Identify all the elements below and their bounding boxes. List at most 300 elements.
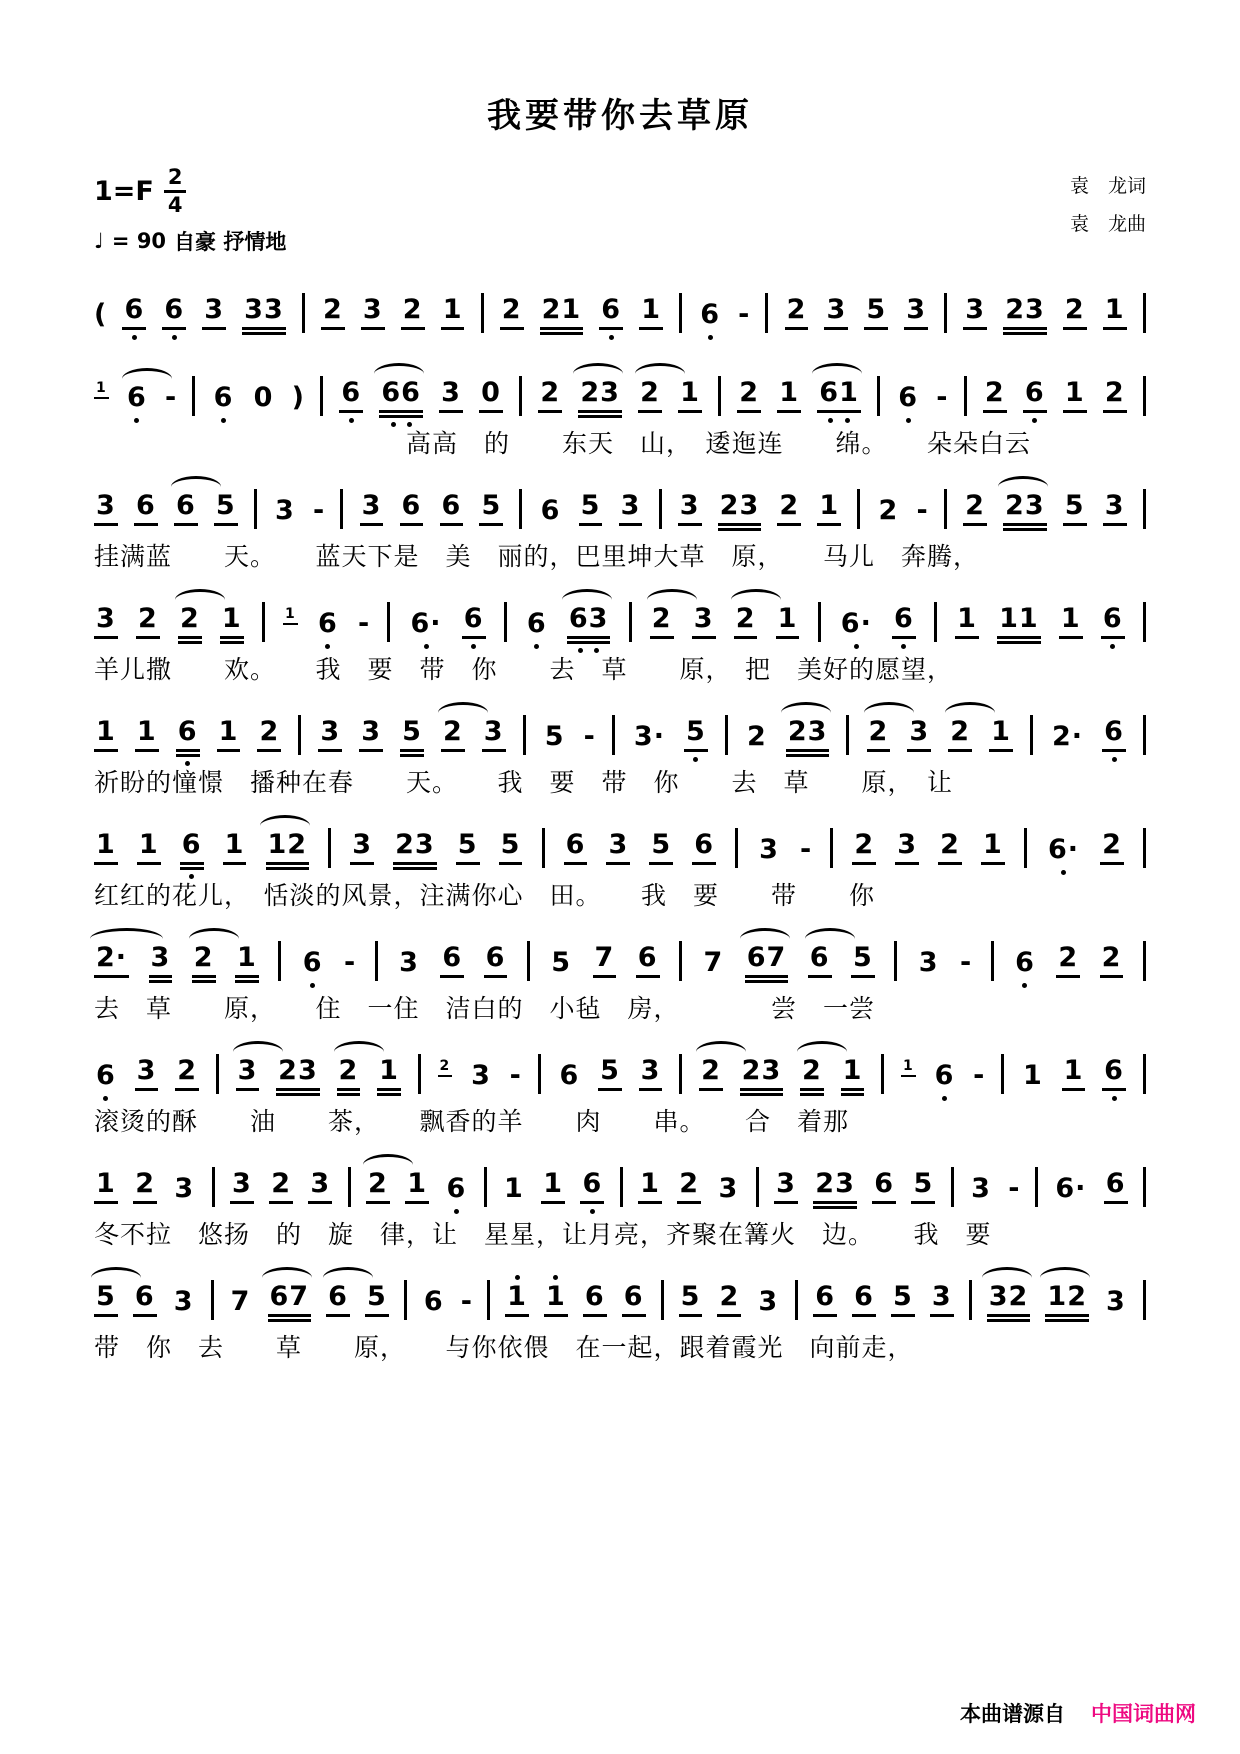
barline — [1143, 1280, 1146, 1320]
note: 1 — [1062, 1056, 1086, 1091]
slur-arc — [781, 702, 831, 713]
note: 6 — [462, 604, 486, 639]
barline — [951, 1167, 954, 1207]
low-octave-dot — [122, 335, 146, 340]
note: 23 — [578, 378, 622, 413]
barline — [881, 1054, 884, 1094]
note: 6 — [125, 383, 149, 413]
note: 1 — [235, 943, 259, 978]
lyrics-line-7: 去 草 原， 住 一住 洁白的 小毡 房， 尝 一尝 — [94, 994, 876, 1023]
note: 6 — [133, 1282, 157, 1317]
note: 6 — [440, 943, 464, 978]
barline — [877, 376, 880, 416]
low-octave-dot — [892, 644, 916, 649]
note: 6 — [174, 491, 198, 526]
note: 5 — [551, 947, 572, 979]
low-octave-dot — [896, 418, 920, 423]
note: 2 — [938, 830, 962, 865]
note: 3 — [639, 1056, 663, 1091]
low-octave-dot — [462, 644, 486, 649]
barline — [765, 293, 768, 333]
note: 3 — [399, 947, 419, 979]
note: 6 — [852, 1282, 876, 1317]
slur-arc — [982, 1267, 1032, 1278]
barline — [964, 376, 967, 416]
low-octave-dot — [94, 1096, 118, 1101]
note: 1 — [505, 1282, 529, 1317]
barline — [298, 715, 301, 755]
tempo-expression: 自豪 抒情地 — [174, 230, 287, 254]
barline — [387, 602, 390, 642]
system-2 — [94, 355, 1146, 459]
note: 6 — [444, 1174, 468, 1204]
note: 61 — [817, 378, 861, 413]
note: 6 — [339, 378, 363, 413]
note: 6 — [540, 495, 561, 527]
lyrics-line-10: 带 你 去 草 原， 与你依偎 在一起，跟着霞光 向前走， — [94, 1333, 914, 1362]
note: 3 — [173, 1286, 194, 1318]
note: 2 — [948, 717, 972, 752]
low-octave-dot — [1046, 870, 1081, 875]
low-octave-dot — [1023, 418, 1047, 423]
note: 3 — [930, 1282, 954, 1317]
note: 1 — [1059, 604, 1083, 639]
barline — [1143, 828, 1146, 868]
note: 2 — [963, 491, 987, 526]
note: 3 — [678, 491, 702, 526]
note: 3 — [202, 295, 226, 330]
extension-dash: - — [936, 382, 948, 414]
note: 5 — [1063, 491, 1087, 526]
note: 6 — [698, 300, 722, 330]
note: 63 — [567, 604, 611, 639]
lyrics-line-9: 冬不拉 悠扬 的 旋 律，让 星星，让月亮，齐聚在篝火 边。 我 要 — [94, 1220, 992, 1249]
slur-arc — [635, 363, 685, 374]
note: 1 — [405, 1169, 429, 1204]
lyrics-line-4: 羊儿撒 欢。 我 要 带 你 去 草 原， 把 美好的愿望， — [94, 655, 954, 684]
note: 3 — [94, 604, 118, 639]
note: 3 — [439, 378, 463, 413]
slur-arc — [323, 1267, 373, 1278]
barline — [629, 602, 632, 642]
note: 5 — [598, 1056, 622, 1091]
note: 1 — [955, 604, 979, 639]
note: 5 — [544, 721, 565, 753]
note: 6· — [1055, 1173, 1087, 1205]
note: 7 — [593, 943, 617, 978]
barline — [262, 602, 265, 642]
extension-dash: - — [959, 947, 972, 979]
notation-line-1 — [94, 272, 1146, 346]
note: 6 — [440, 491, 464, 526]
low-octave-dot — [1102, 1096, 1126, 1101]
note: 5 — [94, 1282, 118, 1317]
note: 1 — [541, 1169, 565, 1204]
barline — [718, 376, 721, 416]
slur-arc — [647, 589, 697, 600]
note: 6 — [180, 830, 204, 865]
slur-arc — [233, 1041, 283, 1052]
low-octave-dot — [1013, 983, 1037, 988]
source-site-link[interactable]: 中国词曲网 — [1091, 1702, 1196, 1726]
system-5 — [94, 694, 1146, 798]
barline — [1143, 489, 1146, 529]
note: 5 — [400, 717, 424, 752]
note: 6 — [583, 1282, 607, 1317]
note: 2 — [1056, 943, 1080, 978]
note: 2 — [852, 830, 876, 865]
grace-note: 1 — [94, 369, 109, 399]
note: 1 — [1063, 378, 1087, 413]
extension-dash: - — [357, 608, 370, 640]
note: 3 — [361, 295, 385, 330]
slur-arc — [122, 368, 172, 379]
slur-arc — [91, 1267, 141, 1278]
low-octave-dot — [1101, 644, 1125, 649]
slur-arc — [90, 928, 164, 939]
barline — [991, 941, 994, 981]
note: 5 — [851, 943, 875, 978]
notation-line-9 — [94, 1146, 1146, 1220]
barline — [487, 1280, 490, 1320]
note: 3 — [824, 295, 848, 330]
note: 3 — [482, 717, 506, 752]
note: 1 — [217, 717, 241, 752]
barline — [504, 602, 507, 642]
note: 3 — [692, 604, 716, 639]
note: 2 — [785, 295, 809, 330]
barline — [679, 293, 682, 333]
note: 2· — [94, 943, 129, 978]
note: 1 — [1022, 1060, 1043, 1092]
note: 5 — [864, 295, 888, 330]
note: 1 — [377, 1056, 401, 1091]
slur-arc — [363, 1154, 413, 1165]
low-octave-dot — [933, 1096, 957, 1101]
note: 33 — [242, 295, 286, 330]
note: 6 — [892, 604, 916, 639]
barline — [1024, 828, 1027, 868]
slur-arc — [740, 928, 790, 939]
note: 2 — [337, 1056, 361, 1091]
note: 3 — [308, 1169, 332, 1204]
barline — [1143, 1054, 1146, 1094]
note: 23 — [1003, 295, 1047, 330]
note: 1 — [1103, 295, 1127, 330]
note: 1 — [777, 378, 801, 413]
note: 6 — [525, 609, 549, 639]
slur-arc — [374, 363, 424, 374]
note: 2 — [321, 295, 345, 330]
note: 3 — [350, 830, 374, 865]
note: 5 — [365, 1282, 389, 1317]
note: 5 — [456, 830, 480, 865]
slur-arc — [438, 702, 488, 713]
note: 6 — [933, 1061, 957, 1091]
note: 2 — [983, 378, 1007, 413]
note: 2 — [500, 295, 524, 330]
extension-dash: - — [738, 299, 750, 331]
barline — [340, 489, 343, 529]
note: 3 — [275, 495, 295, 527]
note: 2 — [699, 1056, 723, 1091]
note: 67 — [745, 943, 789, 978]
note: 6· — [839, 609, 874, 639]
note: 6 — [808, 943, 832, 978]
note: 11 — [997, 604, 1041, 639]
note: 2 — [650, 604, 674, 639]
note: 6 — [122, 295, 146, 330]
note: 23 — [393, 830, 437, 865]
note: 2 — [366, 1169, 390, 1204]
note: 2 — [717, 1282, 741, 1317]
barline — [212, 1167, 215, 1207]
note: 5 — [684, 717, 708, 752]
note: 23 — [1003, 491, 1047, 526]
slur-arc — [260, 815, 310, 826]
note: 6 — [484, 943, 508, 978]
barline — [620, 1167, 623, 1207]
time-signature-denominator: 4 — [167, 193, 183, 217]
note: 21 — [540, 295, 584, 330]
note: 2 — [777, 491, 801, 526]
note: 2 — [257, 717, 281, 752]
barline — [1143, 941, 1146, 981]
note: 66 — [379, 378, 423, 413]
note: 23 — [276, 1056, 320, 1091]
low-octave-dot — [180, 874, 204, 879]
note: 1 — [220, 604, 244, 639]
note: 2 — [746, 721, 767, 753]
key-tempo-block — [94, 167, 286, 256]
barline — [278, 941, 281, 981]
barline — [1143, 376, 1146, 416]
parenthesis: ( — [94, 299, 107, 331]
barline — [192, 376, 195, 416]
low-octave-dot — [379, 422, 423, 427]
note: 3 — [606, 830, 630, 865]
barline — [969, 1280, 972, 1320]
barline — [725, 715, 728, 755]
note: 6 — [162, 295, 186, 330]
note: 3 — [174, 1173, 195, 1205]
note: 3 — [619, 491, 643, 526]
low-octave-dot — [567, 648, 611, 653]
slur-arc — [171, 476, 221, 487]
key-signature: 1=F — [94, 176, 154, 207]
slur-arc — [805, 928, 855, 939]
slur-arc — [175, 589, 225, 600]
note: 2 — [269, 1169, 293, 1204]
barline — [254, 489, 257, 529]
system-4 — [94, 581, 1146, 685]
note: 3 — [318, 717, 342, 752]
note: 3 — [1103, 491, 1127, 526]
slur-arc — [998, 476, 1048, 487]
note: 6 — [599, 295, 623, 330]
barline — [934, 602, 937, 642]
low-octave-dot — [1102, 757, 1126, 762]
tempo-value: = 90 — [111, 229, 167, 253]
barline — [661, 1280, 664, 1320]
note: 6 — [636, 943, 660, 978]
time-signature — [164, 167, 187, 216]
barline — [320, 376, 323, 416]
notation-line-6 — [94, 807, 1146, 881]
note: 3 — [1106, 1286, 1126, 1318]
note: 1 — [544, 1282, 568, 1317]
barline — [1143, 1167, 1146, 1207]
barline — [216, 1054, 219, 1094]
note: 2 — [1103, 378, 1127, 413]
note: 3 — [963, 295, 987, 330]
note: 2 — [677, 1169, 701, 1204]
low-octave-dot — [316, 644, 340, 649]
note: 2 — [192, 943, 216, 978]
note: 1 — [441, 295, 465, 330]
low-octave-dot — [444, 1209, 468, 1214]
barline — [418, 1054, 421, 1094]
low-octave-dot — [580, 1209, 604, 1214]
note: 1 — [639, 295, 663, 330]
barline — [519, 489, 522, 529]
note: 32 — [987, 1282, 1031, 1317]
extension-dash: - — [343, 947, 356, 979]
tempo-line — [94, 226, 286, 256]
system-10 — [94, 1259, 1146, 1363]
note: 3 — [230, 1169, 254, 1204]
extension-dash: - — [973, 1060, 985, 1092]
note: 23 — [813, 1169, 857, 1204]
note: 6 — [1023, 378, 1047, 413]
lyrics-line-6: 红红的花儿， 恬淡的风景，注满你心 田。 我 要 带 你 — [94, 881, 876, 910]
low-octave-dot — [125, 418, 149, 423]
system-8 — [94, 1033, 1146, 1137]
slur-arc — [696, 1041, 746, 1052]
note: 1 — [137, 830, 161, 865]
barline — [1143, 293, 1146, 333]
notation-line-2 — [94, 355, 1146, 429]
note: 1 — [94, 717, 118, 752]
barline — [679, 941, 682, 981]
lyrics-line-2: 高高 的 东天 山， 逶迤连 绵。 朵朵白云 — [94, 429, 1032, 458]
extension-dash: - — [460, 1286, 472, 1318]
note: 6 — [580, 1169, 604, 1204]
note: 1 — [817, 491, 841, 526]
notation-line-7 — [94, 920, 1146, 994]
source-prefix-text: 本曲谱源自 — [960, 1702, 1065, 1726]
barline — [211, 1280, 214, 1320]
slur-arc — [262, 1267, 312, 1278]
low-octave-dot — [817, 418, 861, 423]
note: 3· — [633, 721, 665, 753]
parenthesis: ) — [291, 382, 304, 414]
extension-dash: - — [916, 495, 928, 527]
barline — [538, 1054, 541, 1094]
extension-dash: - — [313, 495, 325, 527]
barline — [944, 293, 947, 333]
note: 3 — [971, 1173, 991, 1205]
note: 2· — [1052, 721, 1084, 753]
lyrics-line-3: 挂满蓝 天。 蓝天下是 美 丽的，巴里坤大草 原， 马儿 奔腾， — [94, 542, 980, 571]
low-octave-dot — [212, 418, 236, 423]
barline — [527, 941, 530, 981]
low-octave-dot — [162, 335, 186, 340]
note: 3 — [904, 295, 928, 330]
note: 1 — [678, 378, 702, 413]
note: 6 — [813, 1282, 837, 1317]
note: 5 — [499, 830, 523, 865]
barline — [519, 376, 522, 416]
note: 2 — [133, 1169, 157, 1204]
note: 2 — [538, 378, 562, 413]
note: 1 — [989, 717, 1013, 752]
note: 3 — [907, 717, 931, 752]
note: 6· — [1046, 835, 1081, 865]
extension-dash: - — [800, 834, 812, 866]
note: 5 — [891, 1282, 915, 1317]
barline — [302, 293, 305, 333]
low-octave-dot — [698, 335, 722, 340]
note: 3 — [359, 717, 383, 752]
note: 6 — [1102, 1056, 1126, 1091]
note: 6· — [409, 609, 444, 639]
extension-dash: - — [164, 382, 177, 414]
low-octave-dot — [839, 644, 874, 649]
footer-source — [960, 1698, 1196, 1728]
system-6 — [94, 807, 1146, 911]
note: 5 — [911, 1169, 935, 1204]
system-3 — [94, 468, 1146, 572]
note: 6 — [176, 717, 200, 752]
note: 6 — [559, 1060, 580, 1092]
note: 7 — [703, 947, 724, 979]
note: 3 — [759, 834, 779, 866]
barline — [375, 941, 378, 981]
note: 2 — [1100, 830, 1124, 865]
note: 6 — [400, 491, 424, 526]
barline — [484, 1167, 487, 1207]
slur-arc — [562, 589, 612, 600]
barline — [404, 1280, 407, 1320]
notation-line-4 — [94, 581, 1146, 655]
note: 6 — [1013, 948, 1037, 978]
note: 3 — [135, 1056, 159, 1091]
note: 1 — [135, 717, 159, 752]
barline — [795, 1280, 798, 1320]
note: 3 — [360, 491, 384, 526]
quarter-note-icon: ♩ — [94, 229, 104, 253]
note: 5 — [479, 491, 503, 526]
lyrics-line-8: 滚烫的酥 油 茶， 飘香的羊 肉 串。 合 着那 — [94, 1107, 850, 1136]
system-9 — [94, 1146, 1146, 1250]
note: 6 — [1101, 604, 1125, 639]
note: 3 — [718, 1173, 739, 1205]
low-octave-dot — [301, 983, 325, 988]
grace-note: 1 — [901, 1047, 916, 1077]
note: 5 — [679, 1282, 703, 1317]
high-octave-dot — [544, 1275, 568, 1280]
barline — [659, 489, 662, 529]
barline — [1035, 1167, 1038, 1207]
note: 6 — [872, 1169, 896, 1204]
low-octave-dot — [339, 418, 363, 423]
note: 1 — [638, 1169, 662, 1204]
barline — [328, 828, 331, 868]
note: 2 — [800, 1056, 824, 1091]
note: 3 — [94, 491, 118, 526]
barline — [857, 489, 860, 529]
